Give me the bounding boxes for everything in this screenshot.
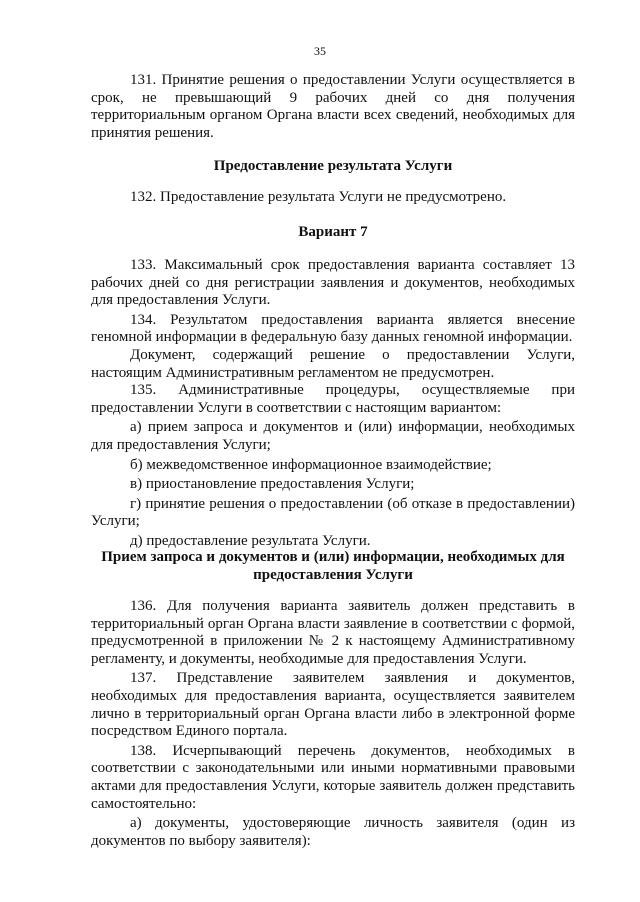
page-number: 35 bbox=[314, 44, 326, 58]
section-variant bbox=[91, 224, 575, 242]
section-reception bbox=[98, 549, 568, 584]
paragraph-133: 133. Максимальный срок предоставления варианта составляет 13 рабочих дней со дня регистрации заявления и документов, необходимых для предоставления Услуги. bbox=[91, 257, 575, 309]
paragraph-131: 131. Принятие решения о предоставлении Услуги осуществляется в срок, не превышающий 9 рабочих дней со дня получения территориальным органом Органа власти всех сведений, необходимых для принятия решения. bbox=[91, 72, 575, 141]
paragraph-134-document: Документ, содержащий решение о предоставлении Услуги, настоящим Административным регламентом не предусмотрен. bbox=[91, 346, 575, 381]
paragraph-138: 138. Исчерпывающий перечень документов, необходимых в соответствии с законодательными или иными нормативными правовыми актами для предоставления Услуги, которые заявитель должен представить самостоятельно: bbox=[91, 742, 575, 812]
section-132 bbox=[91, 189, 575, 207]
section-result bbox=[91, 158, 575, 176]
section-133-135 bbox=[91, 257, 575, 551]
list-item-b: б) межведомственное информационное взаимодействие; bbox=[130, 456, 492, 473]
paragraph-137: 137. Представление заявителем заявления и документов, необходимых для предоставления варианта, осуществляется заявителем лично в территориальный орган Органа власти либо в электронной форме посредством Единого портала. bbox=[91, 670, 575, 740]
heading-result-provision: Предоставление результата Услуги bbox=[213, 158, 453, 174]
section-136-138 bbox=[91, 598, 575, 850]
list-item-v: в) приостановление предоставления Услуги; bbox=[130, 476, 415, 493]
paragraph-134: 134. Результатом предоставления варианта является внесение геномной информации в федеральную базу данных геномной информации. bbox=[91, 311, 575, 346]
section-131 bbox=[91, 72, 575, 142]
heading-variant-7: Вариант 7 bbox=[298, 224, 368, 240]
list-item-a: а) прием запроса и документов и (или) информации, необходимых для предоставления Услуги; bbox=[91, 419, 575, 453]
paragraph-132: 132. Предоставление результата Услуги не предусмотрено. bbox=[130, 189, 507, 205]
heading-request-reception: Прием запроса и документов и (или) информации, необходимых для предоставления Услуги bbox=[101, 549, 565, 583]
list-item-g: г) принятие решения о предоставлении (об отказе в предоставлении) Услуги; bbox=[91, 495, 575, 530]
list-item-d: д) предоставление результата Услуги. bbox=[130, 532, 371, 549]
paragraph-138-a: а) документы, удостоверяющие личность заявителя (один из документов по выбору заявителя): bbox=[91, 815, 575, 849]
paragraph-136: 136. Для получения варианта заявитель должен представить в территориальный орган Органа власти заявление в соответствии с формой, предусмотренной в приложении № 2 к настоящему Административному регламенту, и документы, необходимые для предоставления Услуги. bbox=[91, 598, 575, 667]
paragraph-135: 135. Административные процедуры, осуществляемые при предоставлении Услуги в соответствии с настоящим вариантом: bbox=[91, 382, 575, 416]
